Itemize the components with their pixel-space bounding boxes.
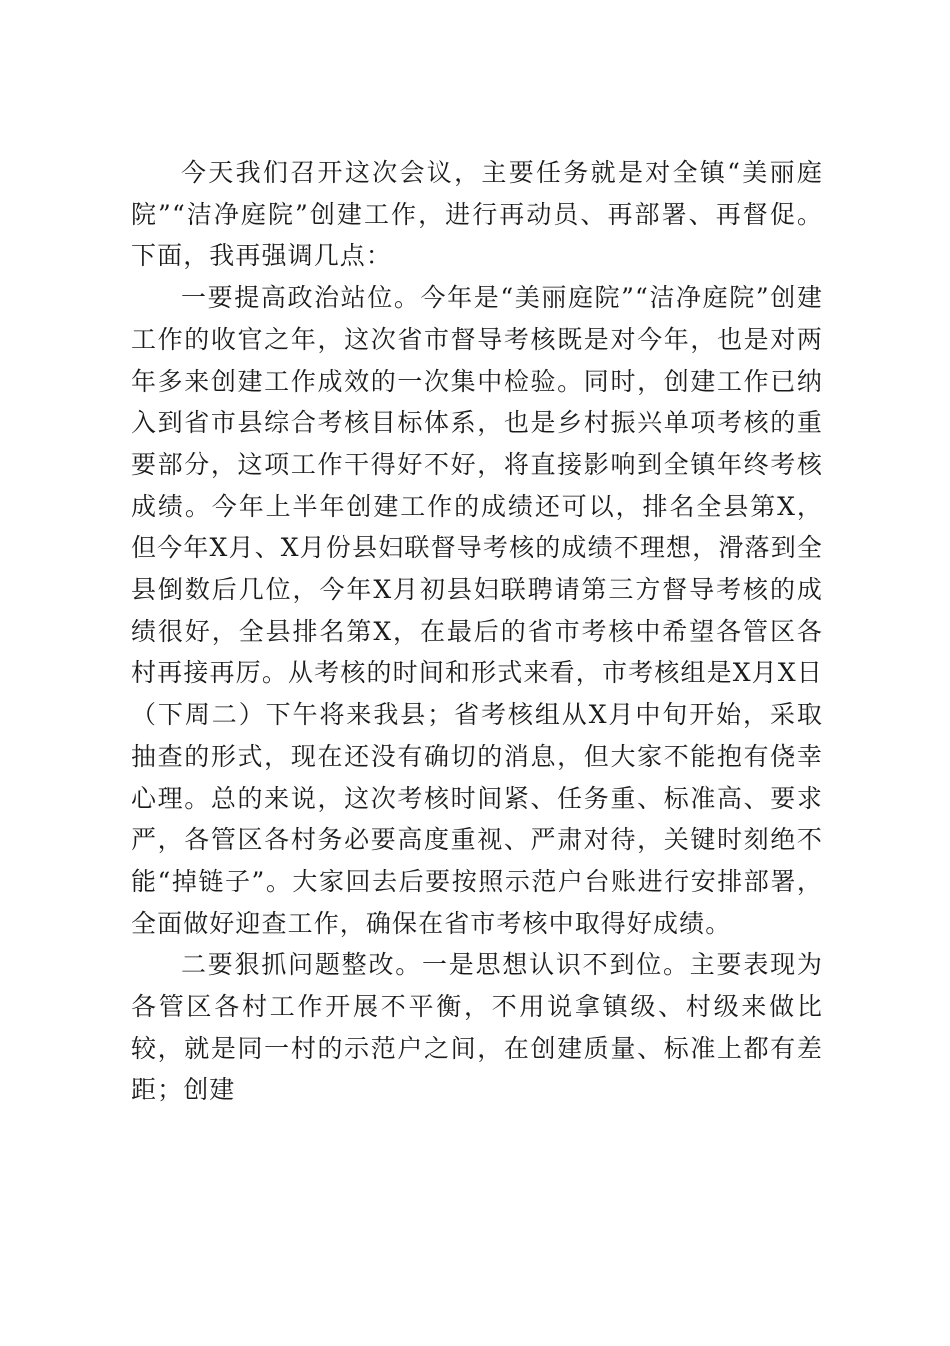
document-body xyxy=(131,152,823,1111)
paragraph-political-stance: 一要提高政治站位。今年是“美丽庭院”“洁净庭院”创建工作的收官之年，这次省市督导考核既是对今年，也是对两年多来创建工作成效的一次集中检验。同时，创建工作已纳入到省市县综合考核目标体系，也是乡村振兴单项考核的重要部分，这项工作干得好不好，将直接影响到全镇年终考核成绩。今年上半年创建工作的成绩还可以，排名全县第X，但今年X月、X月份县妇联督导考核的成绩不理想，滑落到全县倒数后几位，今年X月初县妇联聘请第三方督导考核的成绩很好，全县排名第X，在最后的省市考核中希望各管区各村再接再厉。从考核的时间和形式来看，市考核组是X月X日（下周二）下午将来我县；省考核组从X月中旬开始，采取抽查的形式，现在还没有确切的消息，但大家不能抱有侥幸心理。总的来说，这次考核时间紧、任务重、标准高、要求严，各管区各村务必要高度重视、严肃对待，关键时刻绝不能“掉链子”。大家回去后要按照示范户台账进行安排部署，全面做好迎查工作，确保在省市考核中取得好成绩。 xyxy=(131,283,823,938)
paragraph-problem-rectification: 二要狠抓问题整改。一是思想认识不到位。主要表现为各管区各村工作开展不平衡，不用说拿镇级、村级来做比较，就是同一村的示范户之间，在创建质量、标准上都有差距；创建 xyxy=(131,950,823,1105)
paragraph-intro: 今天我们召开这次会议，主要任务就是对全镇“美丽庭院”“洁净庭院”创建工作，进行再动员、再部署、再督促。下面，我再强调几点： xyxy=(131,158,823,271)
